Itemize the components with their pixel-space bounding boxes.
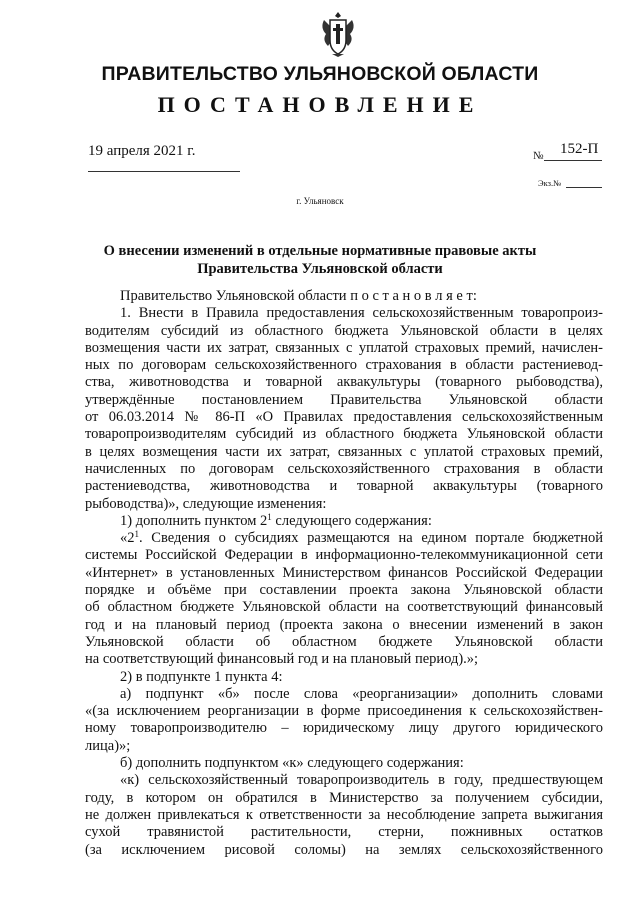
date-underline: [88, 171, 240, 172]
body-line: а) подпункт «б» после слова «реорганизации» дополнить словами: [120, 685, 603, 702]
body-line: порядке и объёме при составлении проекта закона Ульяновской области: [85, 582, 603, 599]
body-line: (за исключением рисовой соломы) на землях сельскохозяйственного: [85, 841, 603, 858]
body-line: год и на плановый период (проекта закона о внесении изменений в закон: [85, 616, 603, 633]
body-line: рыбоводства)», следующие изменения:: [85, 495, 327, 512]
document-heading: [60, 242, 580, 278]
body-line: Ульяновской области об областном бюджете Ульяновской области: [85, 633, 603, 650]
body-line: в целях возмещения части их затрат, связанных с уплатой страховых премий,: [85, 443, 603, 460]
document-date: 19 апреля 2021 г.: [88, 143, 196, 159]
body-line: году, в котором он обратился в Министерство за получением субсидии,: [85, 789, 603, 806]
body-line: начисленных по договорам сельскохозяйственного страхования в области: [85, 460, 603, 477]
body-line: товаропроизводителям субсидий из областного бюджета Ульяновской области: [85, 426, 603, 443]
body-line: ства, животноводства и товарной аквакультуры (товарного рыбоводства),: [85, 374, 603, 391]
body-line: водителям субсидий из областного бюджета Ульяновской области в целях: [85, 322, 603, 339]
body-line: лица)»;: [85, 737, 131, 754]
document-body: [85, 288, 603, 859]
document-number: 152-П: [560, 141, 599, 157]
body-line: растениеводства, животноводства и товарной аквакультуры (товарного: [85, 478, 603, 495]
body-line: утверждённые постановлением Правительства Ульяновской области: [85, 391, 603, 408]
body-line: системы Российской Федерации в информационно-телекоммуникационной сети: [85, 547, 603, 564]
body-line: «$2^1$. Сведения о субсидиях размещаются на едином портале бюджетной: [120, 529, 603, 547]
copy-number-underline: [566, 187, 602, 188]
body-line: «к) сельскохозяйственный товаропроизводитель в году, предшествующем: [120, 772, 603, 789]
body-line: ному товаропроизводителю – юридическому лицу другого юридического: [85, 720, 603, 737]
heading-line-1: О внесении изменений в отдельные нормативные правовые акты: [103, 243, 537, 259]
copy-number-label: Экз.№: [538, 178, 562, 188]
body-line: на соответствующий финансовый год и на плановый период).»;: [85, 651, 479, 668]
body-line: об областном бюджете Ульяновской области на соответствующий финансовый: [85, 599, 603, 616]
coat-of-arms-emblem: [318, 10, 358, 58]
number-sign: №: [533, 150, 544, 162]
number-underline: [544, 160, 602, 161]
city-label: г. Ульяновск: [296, 196, 344, 206]
body-line: от 06.03.2014 № 86-П «О Правилах предоставления сельскохозяйственным: [85, 409, 603, 426]
body-line: 2) в подпункте 1 пункта 4:: [120, 668, 283, 685]
document-type: ПОСТАНОВЛЕНИЕ: [157, 92, 483, 117]
heading-line-2: Правительства Ульяновской области: [197, 261, 443, 277]
body-line: б) дополнить подпунктом «к» следующего содержания:: [120, 755, 464, 772]
body-line: 1) дополнить пунктом $2^1$ следующего содержания:: [120, 511, 432, 529]
government-title: ПРАВИТЕЛЬСТВО УЛЬЯНОВСКОЙ ОБЛАСТИ: [101, 63, 539, 85]
body-line: Правительство Ульяновской области п о с т а н о в л я е т:: [120, 288, 477, 304]
body-line: ных по договорам сельскохозяйственного страхования в области растениевод-: [85, 357, 603, 374]
body-line: не должен привлекаться к ответственности за несоблюдение запрета выжигания: [85, 806, 603, 823]
body-line: 1. Внести в Правила предоставления сельскохозяйственным товаропроиз-: [120, 305, 603, 322]
body-line: «(за исключением реорганизации в форме присоединения к сельскохозяйствен-: [85, 703, 603, 720]
body-line: возмещения части их затрат, связанных с уплатой страховых премий, начислен-: [85, 339, 603, 356]
body-line: сухой травянистой растительности, стерни, пожнивных остатков: [85, 824, 603, 841]
body-line: «Интернет» в установленных Министерством финансов Российской Федерации: [85, 564, 603, 581]
